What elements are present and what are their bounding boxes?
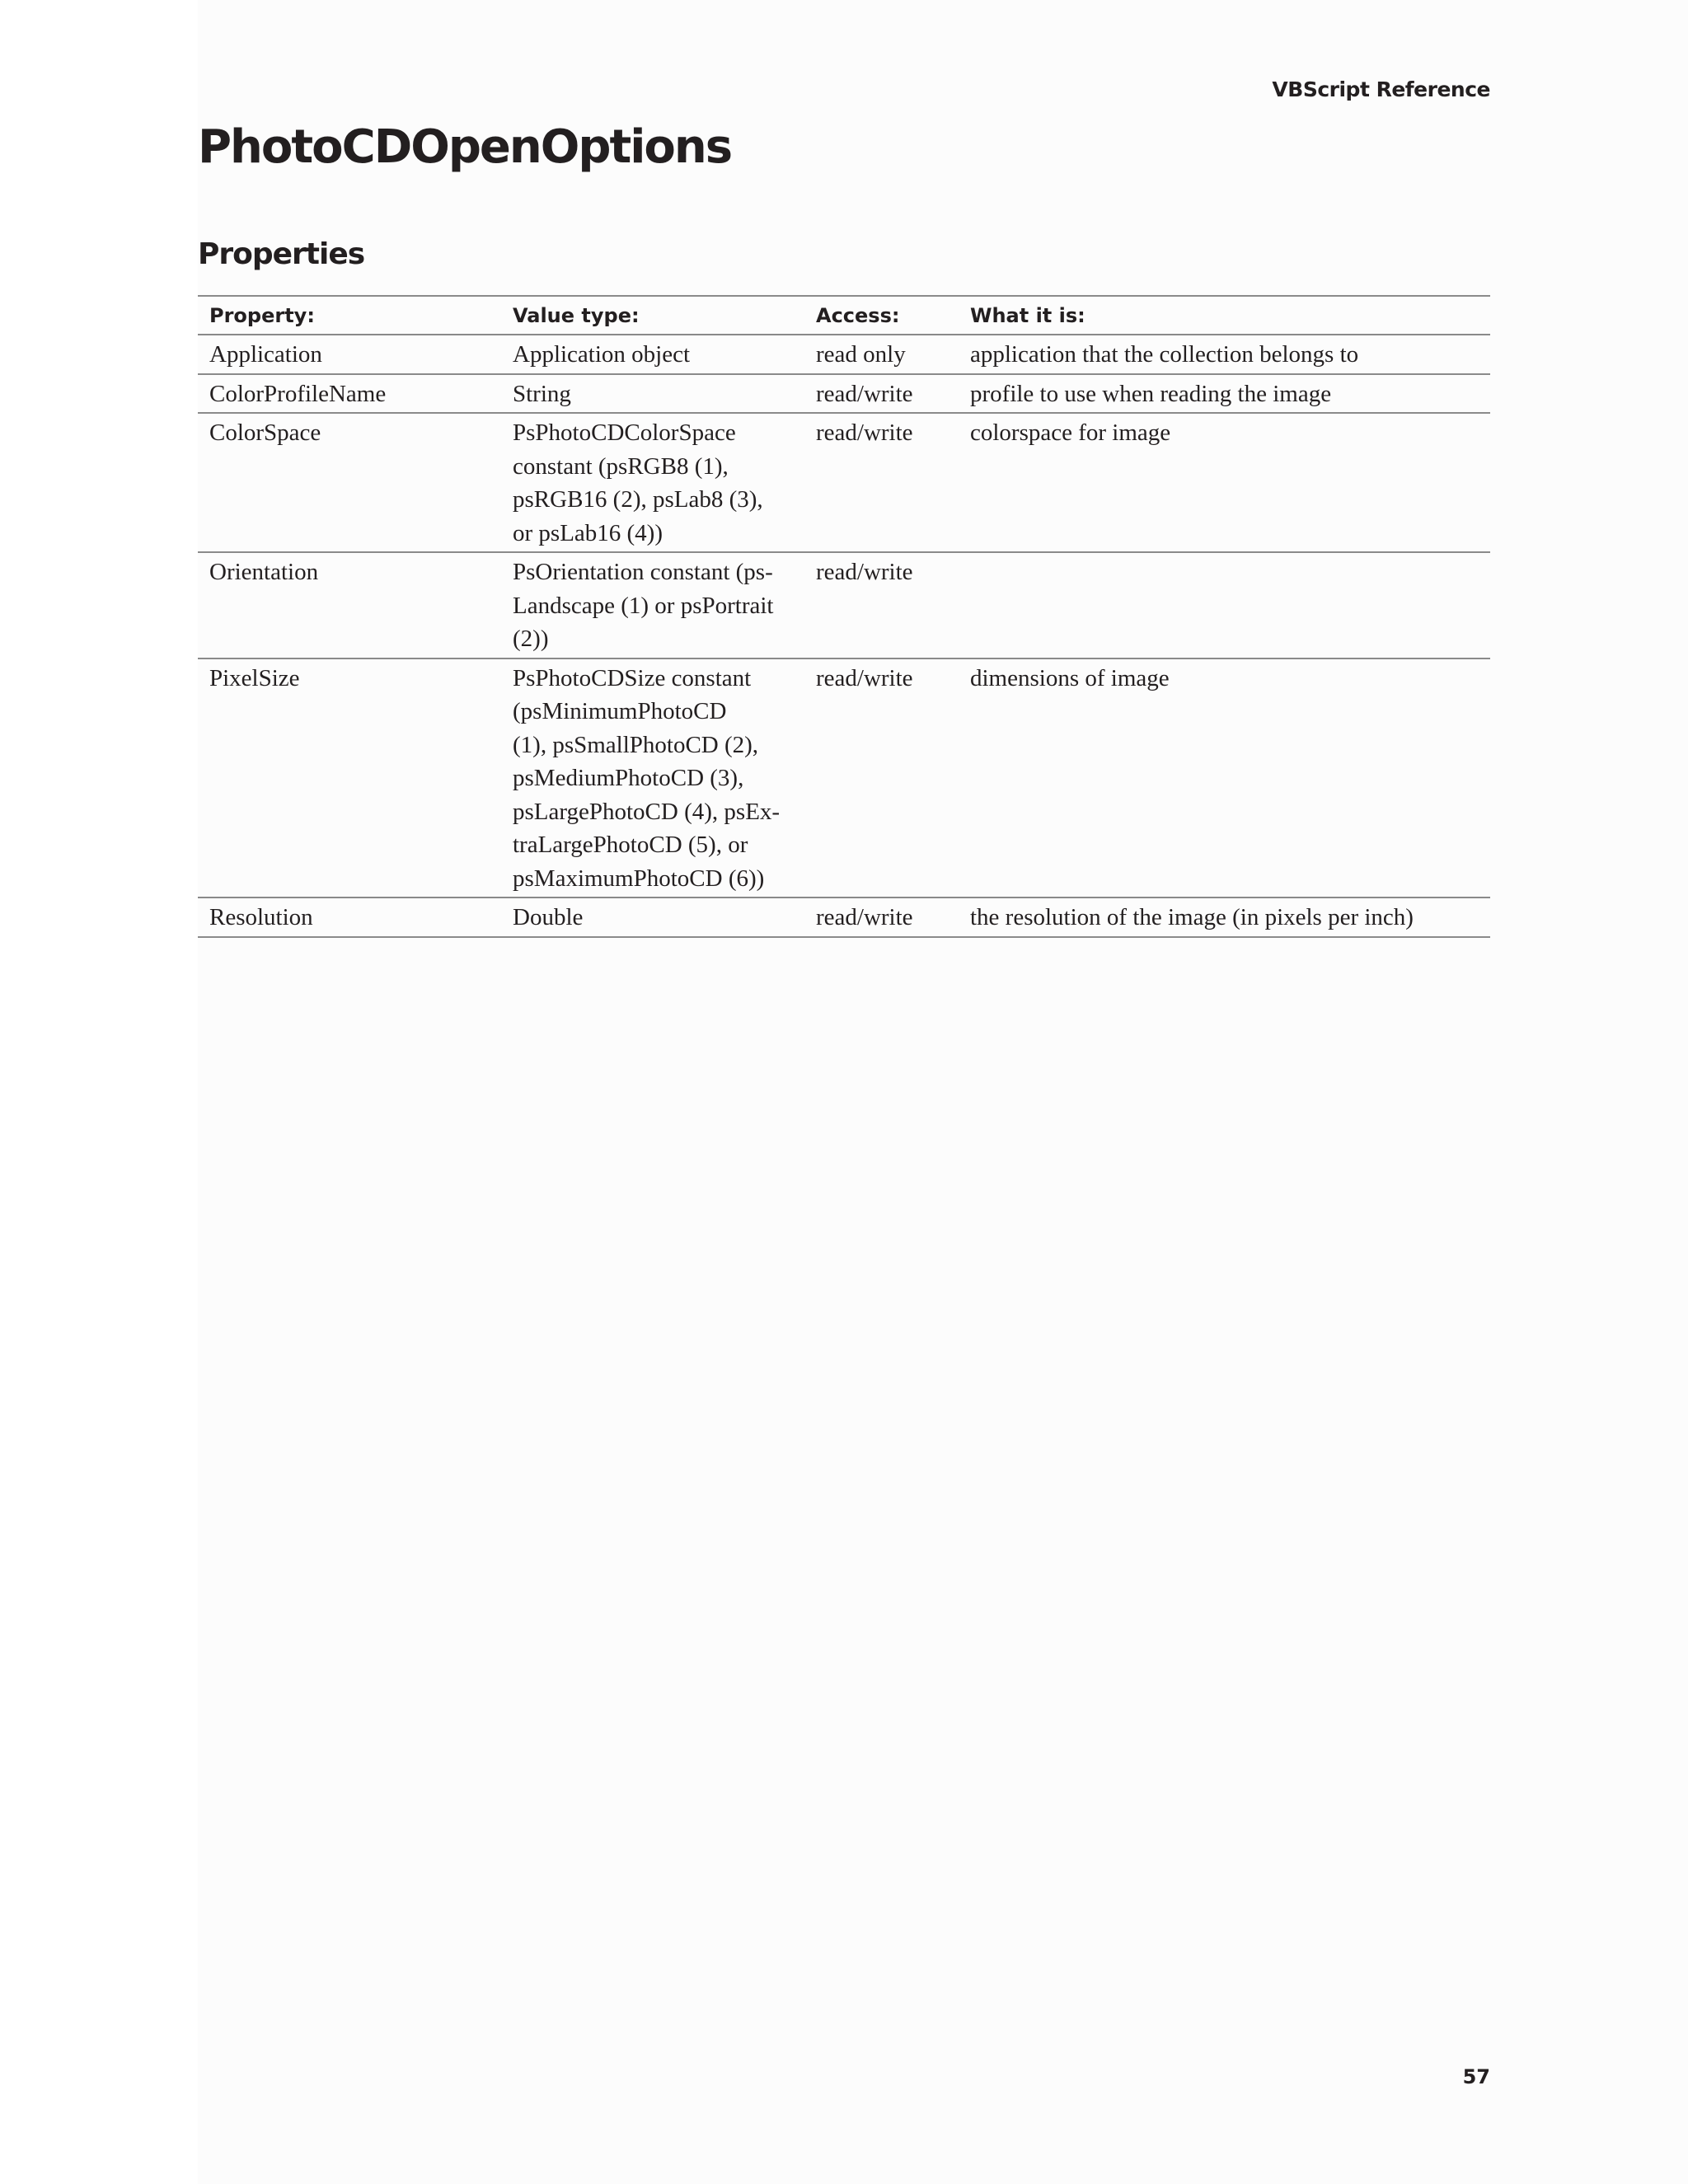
table-row [198, 335, 1490, 374]
column-header-property: Property: [198, 296, 501, 335]
value-type-line: psLargePhotoCD (4), psEx- [513, 798, 781, 825]
table-header-row [198, 296, 1490, 335]
value-type-line: (1), psSmallPhotoCD (2), [513, 731, 759, 758]
value-type [501, 658, 804, 898]
page-title: PhotoCDOpenOptions [198, 120, 732, 174]
column-header-access: Access: [804, 296, 959, 335]
access: read/write [804, 898, 959, 937]
table-row [198, 658, 1490, 898]
value-type-line: psMaximumPhotoCD (6)) [513, 865, 765, 892]
value-type-line: String [513, 380, 571, 407]
property-name: ColorSpace [198, 413, 501, 552]
value-type [501, 552, 804, 658]
value-type-line: or psLab16 (4)) [513, 519, 663, 546]
value-type-line: Double [513, 904, 584, 930]
property-name: ColorProfileName [198, 374, 501, 414]
access: read/write [804, 552, 959, 658]
value-type-line: PsOrientation constant (ps- [513, 559, 773, 585]
description [959, 552, 1490, 658]
access: read only [804, 335, 959, 374]
value-type [501, 413, 804, 552]
value-type [501, 335, 804, 374]
property-name: Application [198, 335, 501, 374]
property-name: Resolution [198, 898, 501, 937]
value-type-line: PsPhotoCDColorSpace [513, 419, 736, 446]
section-title: Properties [198, 237, 365, 271]
access: read/write [804, 658, 959, 898]
value-type [501, 374, 804, 414]
column-header-value-type: Value type: [501, 296, 804, 335]
value-type-line: Landscape (1) or psPortrait [513, 592, 774, 619]
description: colorspace for image [959, 413, 1490, 552]
value-type [501, 898, 804, 937]
table-row [198, 374, 1490, 414]
value-type-line: (2)) [513, 626, 549, 652]
value-type-line: psMediumPhotoCD (3), [513, 765, 744, 791]
value-type-line: PsPhotoCDSize constant [513, 664, 752, 691]
table-row [198, 552, 1490, 658]
description: dimensions of image [959, 658, 1490, 898]
value-type-line: Application object [513, 341, 691, 368]
column-header-description: What it is: [959, 296, 1490, 335]
access: read/write [804, 413, 959, 552]
page-number: 57 [1462, 2065, 1490, 2088]
description: application that the collection belongs to [959, 335, 1490, 374]
properties-table [198, 295, 1490, 938]
running-head: VBScript Reference [1272, 77, 1490, 101]
value-type-line: (psMinimumPhotoCD [513, 698, 727, 724]
property-name: Orientation [198, 552, 501, 658]
access: read/write [804, 374, 959, 414]
table-row [198, 898, 1490, 937]
description: profile to use when reading the image [959, 374, 1490, 414]
property-name: PixelSize [198, 658, 501, 898]
description: the resolution of the image (in pixels per inch) [959, 898, 1490, 937]
value-type-line: psRGB16 (2), psLab8 (3), [513, 486, 763, 513]
value-type-line: traLargePhotoCD (5), or [513, 832, 748, 858]
table-row [198, 413, 1490, 552]
value-type-line: constant (psRGB8 (1), [513, 452, 729, 480]
